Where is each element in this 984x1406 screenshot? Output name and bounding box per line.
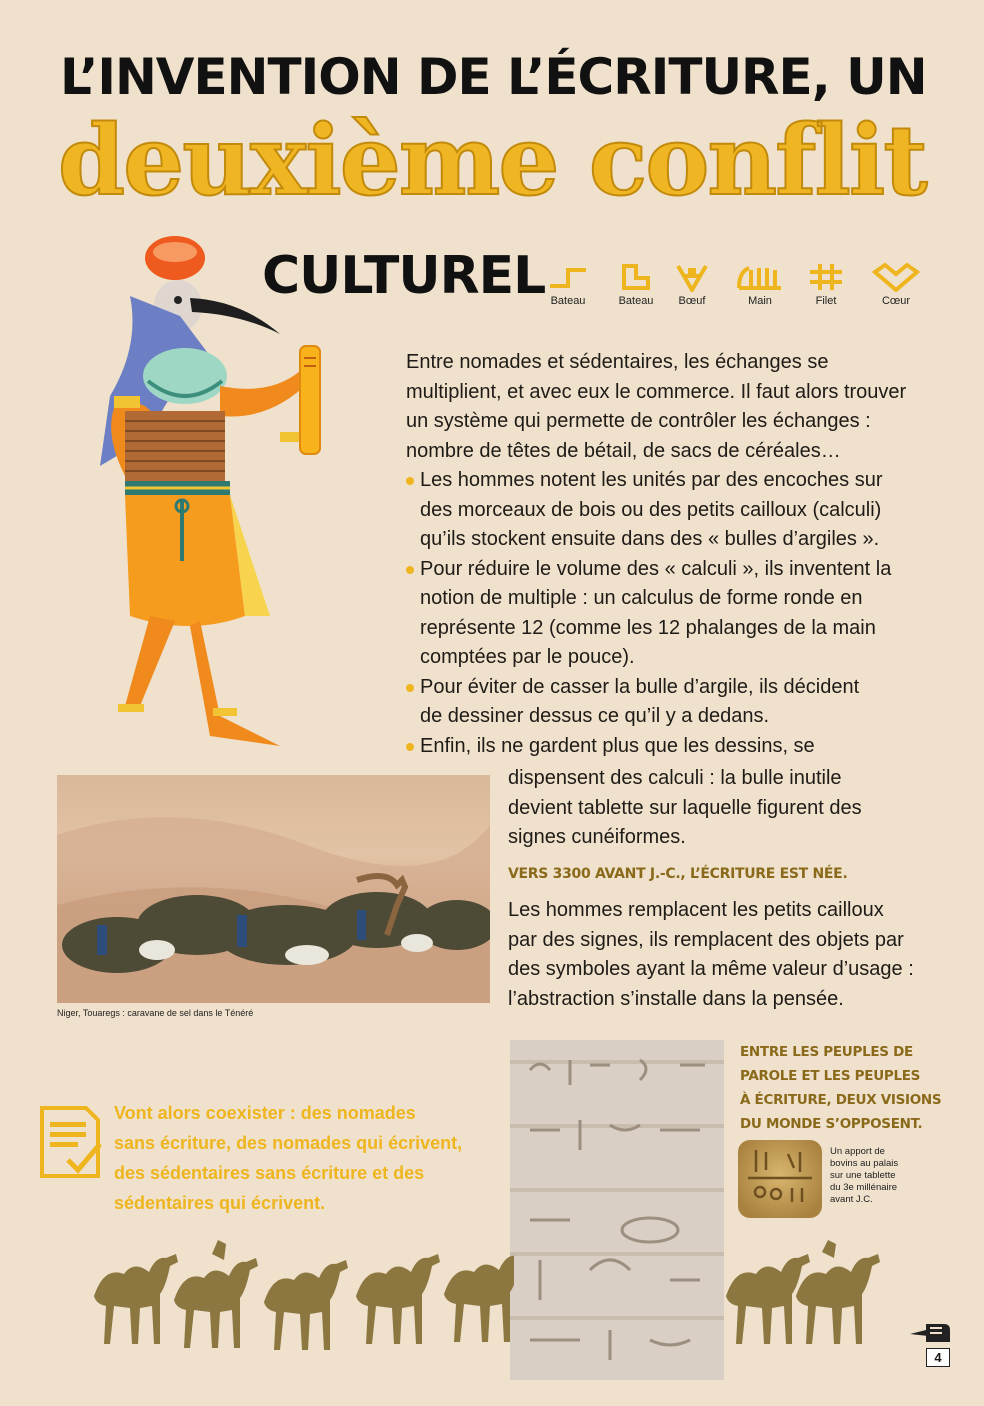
intro-line: multiplient, et avec eux le commerce. Il faut alors trouver	[406, 380, 907, 403]
glyph-main	[730, 262, 790, 307]
tablet-caption: Un apport de bovins au palais sur une tablette du 3e millénaire avant J.C.	[830, 1146, 899, 1205]
caravan-photo	[57, 775, 490, 1003]
bullet-4-continuation: dispensent des calculi : la bulle inutile devient tablette sur laquelle figurent des signes cunéiformes.	[508, 767, 862, 848]
raised-fist-pen-icon	[908, 1316, 954, 1350]
camel-caravan-right	[726, 1240, 886, 1350]
glyph-label: Cœur	[881, 295, 911, 307]
glyph-label: Main	[748, 295, 772, 307]
boat2-glyph-icon	[614, 262, 658, 292]
intro-line: nombre de têtes de bétail, de sacs de céréales…	[406, 439, 841, 462]
paragraph-2: Les hommes remplacent les petits cailloux par des signes, ils remplacent des objets par des symboles ayant la même valeur d’usage : l’abstraction s’installe dans la pensée.	[508, 899, 914, 1010]
page-number-badge	[908, 1316, 954, 1366]
heart-glyph-icon	[871, 262, 921, 292]
document-check-icon	[38, 1104, 104, 1180]
bullet-2: Pour réduire le volume des « calculi », ils inventent la notion de multiple : un calculus de forme ronde en représente 12 (comme les 12 phalanges de la main comptées par le pouce).	[406, 555, 946, 673]
title-line-1: L’INVENTION DE L’ÉCRITURE, UN	[60, 48, 927, 106]
camel-caravan-left	[94, 1240, 514, 1350]
bullet-4: Enfin, ils ne gardent plus que les dessins, se	[406, 732, 946, 762]
intro-line: un système qui permette de contrôler les échanges :	[406, 410, 871, 432]
ox-glyph-icon	[670, 262, 714, 292]
glyph-label: Bateau	[618, 295, 654, 307]
side-heading: ENTRE LES PEUPLES DE PAROLE ET LES PEUPLES À ÉCRITURE, DEUX VISIONS DU MONDE S’OPPOSENT.	[740, 1044, 942, 1132]
sub-heading: VERS 3300 AVANT J.-C., L’ÉCRITURE EST NÉE.	[508, 866, 848, 882]
callout-text: Vont alors coexister : des nomades sans écriture, des nomades qui écrivent, des sédentaires sans écriture et des sédentaires qui écrivent.	[114, 1103, 463, 1213]
glyph-label: Bateau	[550, 295, 586, 307]
hand-glyph-icon	[735, 262, 785, 292]
glyph-filet	[796, 262, 856, 307]
title-line-2: deuxième conflit	[58, 104, 926, 217]
bullet-1: Les hommes notent les unités par des encoches sur des morceaux de bois ou des petits cailloux (calculi) qu’ils stockent ensuite dans des « bulles d’argiles ».	[406, 466, 946, 555]
glyph-coeur	[866, 262, 926, 307]
photo-caption: Niger, Touaregs : caravane de sel dans le Ténéré	[57, 1008, 254, 1018]
bullet-3: Pour éviter de casser la bulle d’argile, ils décident de dessiner dessus ce qu’il y a dedans.	[406, 673, 946, 732]
clay-tablet-photo	[738, 1140, 822, 1218]
glyph-boeuf	[662, 262, 722, 307]
glyph-label: Filet	[815, 295, 837, 307]
glyph-bateau-2	[606, 262, 666, 307]
net-glyph-icon	[804, 262, 848, 292]
page-number: 4	[926, 1348, 950, 1367]
title-line-3: CULTUREL	[262, 246, 546, 306]
glyph-bateau	[538, 262, 598, 307]
intro-paragraph	[406, 348, 946, 761]
hieroglyph-wall-photo	[510, 1040, 724, 1380]
intro-line: Entre nomades et sédentaires, les échanges se	[406, 351, 829, 373]
boat-glyph-icon	[546, 262, 590, 292]
thoth-illustration	[70, 236, 380, 766]
glyph-label: Bœuf	[678, 295, 706, 307]
